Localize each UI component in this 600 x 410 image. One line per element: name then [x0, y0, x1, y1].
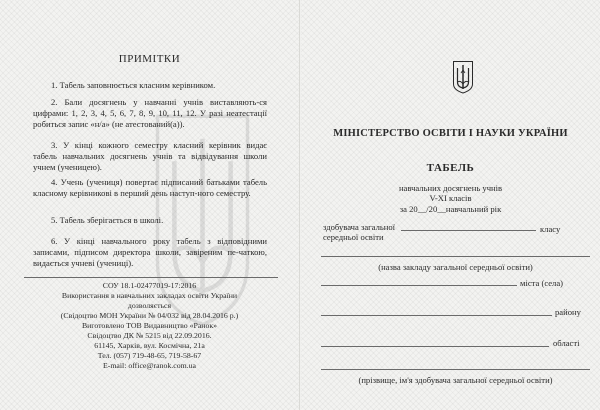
imprint-usage: Використання в навчальних закладах освіти України — [61, 291, 238, 300]
student-name-field[interactable] — [321, 369, 590, 370]
cover-page — [301, 0, 600, 410]
region-label: області — [553, 338, 580, 348]
region-field[interactable] — [321, 346, 549, 347]
city-field[interactable] — [321, 285, 517, 286]
district-label: району — [555, 307, 581, 317]
imprint-divider — [24, 277, 278, 278]
city-label: міста (села) — [520, 278, 564, 288]
note-4: 4. Учень (учениця) повертає підписаний батьками табель класному керівникові в перший день наступ-ного семестру. — [33, 177, 267, 198]
student-label-line1: здобувача загальної — [323, 222, 396, 232]
notes-title: ПРИМІТКИ — [118, 53, 181, 65]
imprint-allowed: дозволяється — [127, 301, 172, 310]
student-name-caption: (прізвище, ім'я здобувача загальної середньої освіти) — [358, 375, 553, 385]
ministry-title: МІНІСТЕРСТВО ОСВІТИ І НАУКИ УКРАЇНИ — [333, 128, 568, 139]
note-1: 1. Табель заповнюється класним керівником. — [51, 80, 216, 90]
imprint-certificate: (Свідоцтво МОН України № 04/032 від 28.04.2016 р.) — [60, 311, 239, 320]
subtitle-school-year: за 20__/20__навчальний рік — [399, 204, 502, 214]
school-name-caption: (назва закладу загальної середньої освіти) — [378, 262, 533, 272]
coat-of-arms-icon — [452, 60, 474, 94]
school-name-field[interactable] — [321, 256, 590, 257]
note-2: 2. Бали досягнень у навчанні учнів виставляють-ся цифрами: 1, 2, 3, 4, 5, 6, 7, 8, 9, 10, 11, 12. У разі неатестації робиться запис «н/а» (не атестований(а)). — [33, 97, 267, 129]
imprint-publisher: Виготовлено ТОВ Видавництво «Ранок» — [81, 321, 218, 330]
class-field[interactable] — [401, 230, 536, 231]
subtitle-grades: V-XI класів — [429, 193, 472, 203]
imprint-address: 61145, Харків, вул. Космічна, 21а — [94, 341, 205, 350]
document-title: ТАБЕЛЬ — [426, 162, 475, 174]
subtitle-achievements: навчальних досягнень учнів — [398, 183, 503, 193]
imprint-phone: Тел. (057) 719-48-65, 719-58-67 — [97, 351, 202, 360]
notes-page — [0, 0, 299, 410]
note-6: 6. У кінці навчального року табель з відповідними записами, підписом директора школи, завіреним пе-чаткою, видається учневі (учениці). — [33, 236, 267, 268]
note-5: 5. Табель зберігається в школі. — [51, 215, 164, 225]
district-field[interactable] — [321, 315, 552, 316]
imprint-standard: СОУ 18.1-02477019-17:2016 — [102, 281, 197, 290]
imprint-email: E-mail: office@ranok.com.ua — [103, 361, 196, 370]
imprint-dk-certificate: Свідоцтво ДК № 5215 від 22.09.2016. — [87, 331, 212, 340]
student-label-line2: середньої освіти — [323, 232, 384, 242]
class-label: класу — [540, 224, 561, 234]
note-3: 3. У кінці кожного семестру класний керівник видає табель навчальних досягнень учнів та відвідування школи учнем (ученицею). — [33, 140, 267, 172]
